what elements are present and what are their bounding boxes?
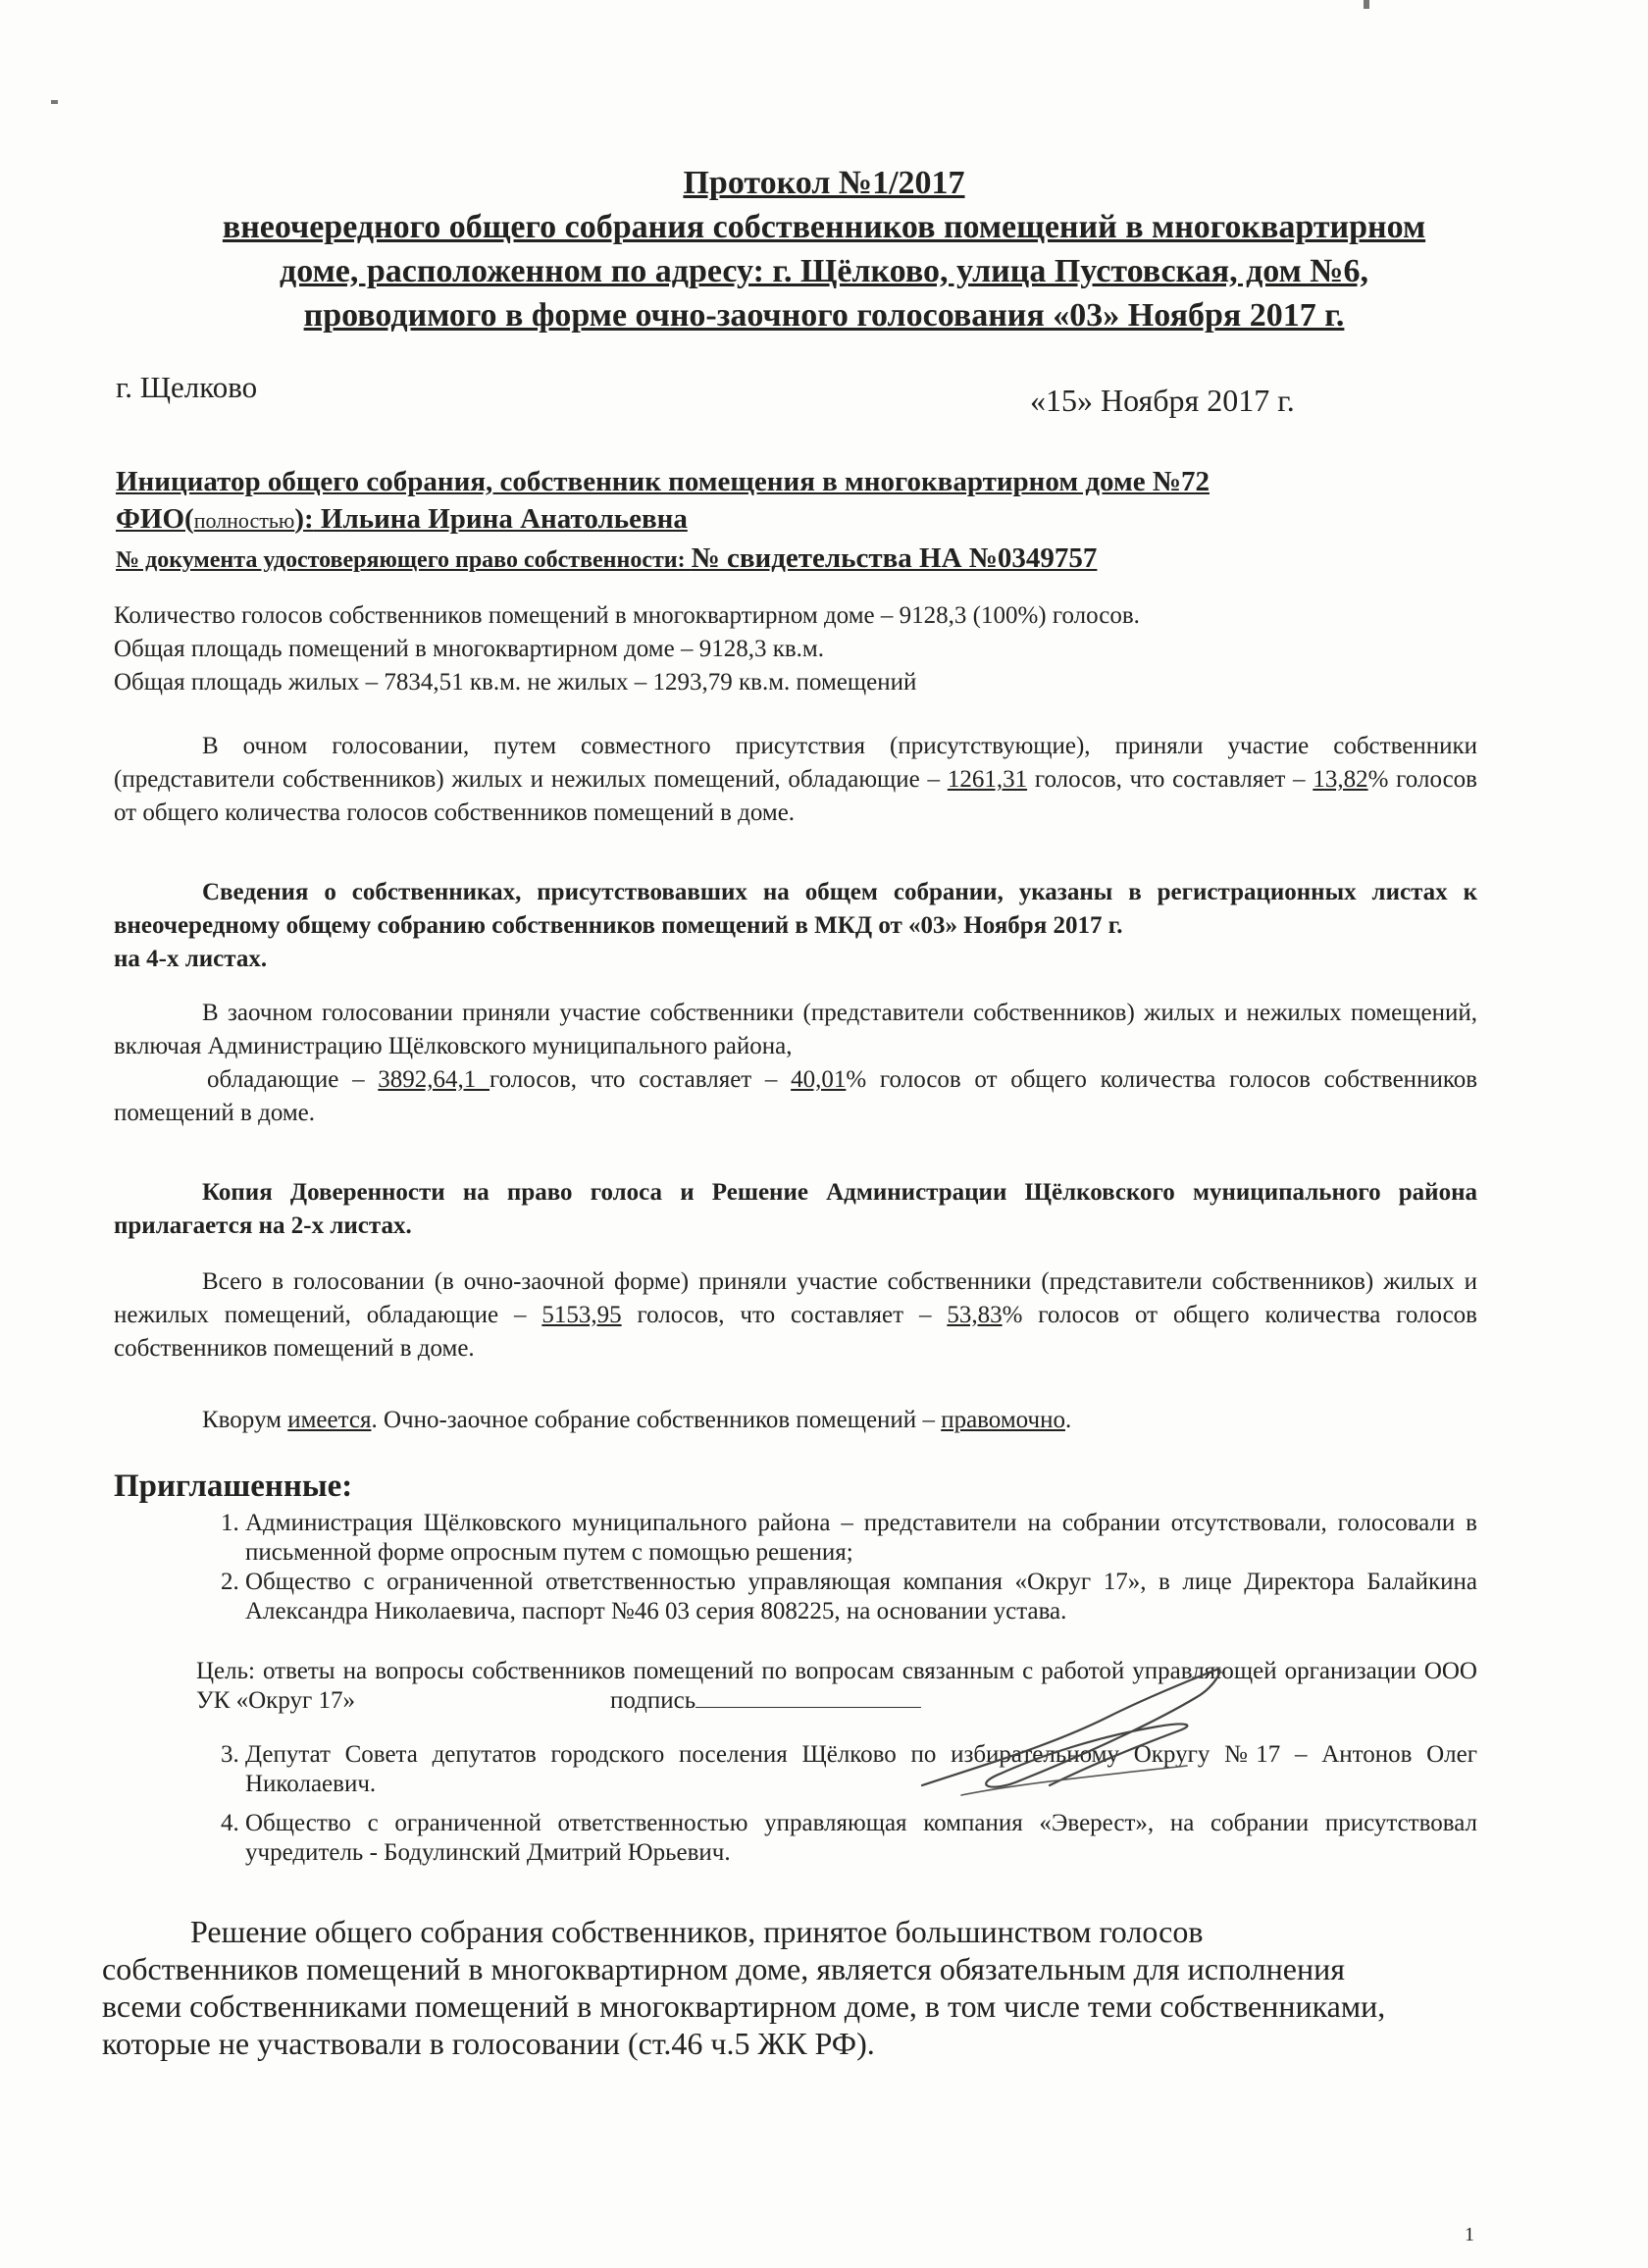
text: % голосов от общего количества голосов собственников помещений в доме. [114, 1302, 1477, 1362]
registration-sheets-paragraph [114, 876, 1477, 976]
absentee-votes: 3892,64,1 [378, 1066, 489, 1093]
invited-list [196, 1509, 1477, 1626]
text: % голосов от общего количества голосов собственников помещений в доме. [114, 1066, 1478, 1126]
scan-artifact-mark [1364, 0, 1369, 9]
page-number: 1 [1465, 2224, 1474, 2245]
total-voting-paragraph [114, 1265, 1477, 1366]
quorum-paragraph [114, 1404, 1477, 1437]
goal-text: Цель: ответы на вопросы собственников помещений по вопросам связанным с работой управляющей организации ООО УК «Округ 17» [196, 1658, 1477, 1714]
meeting-validity: правомочно [941, 1407, 1065, 1433]
invited-item: 4. Общество с ограниченной ответственностью управляющая компания «Эверест», на собрании присутствовал учредитель - Бодулинский Дмитрий Юрьевич. [245, 1809, 1477, 1868]
text: голосов, что составляет – [1027, 766, 1313, 793]
total-percent: 53,83 [947, 1302, 1003, 1328]
absentee-voting-paragraph [114, 997, 1477, 1130]
absentee-percent: 40,01 [791, 1066, 847, 1093]
handwritten-signature [902, 1658, 1236, 1805]
in-person-voting-paragraph [114, 730, 1477, 830]
document-date: «15» Ноября 2017 г. [1030, 383, 1295, 418]
title-line: внеочередного общего собрания собственников помещений в многоквартирном [222, 209, 1426, 245]
fio-label-end: ): [294, 503, 314, 535]
fio-label: ФИО( [116, 503, 194, 535]
text: Решение общего собрания собственников, принятое большинством голосов собственников помещений в многоквартирном доме, является обязательным для исполнения всеми собственниками помещений в многоквартирном доме, в том числе теми собственниками, которые не участвовали в голосовании (ст.46 ч.5 ЖК РФ). [102, 1914, 1386, 2061]
text: голосов, что составляет – [621, 1302, 948, 1328]
meeting-goal [196, 1657, 1477, 1716]
title-line: проводимого в форме очно-заочного голосования «03» Ноября 2017 г. [303, 297, 1345, 334]
text: обладающие – [207, 1066, 379, 1093]
text: . Очно-заочное собрание собственников помещений – [371, 1407, 942, 1433]
signature-label: подпись [610, 1687, 696, 1714]
text: Всего в голосовании (в очно-заочной форме) приняли участие собственники (представители собственников) жилых и нежилых помещений, обладающие – [114, 1268, 1477, 1328]
doc-label: № документа удостоверяющего право собственности: [116, 547, 692, 573]
invited-item: 1. Администрация Щёлковского муниципального района – представители на собрании отсутствовали, голосовали в письменной форме опросным путем с помощью решения; [245, 1509, 1477, 1568]
initiator-block [116, 463, 1479, 579]
initiator-line: Инициатор общего собрания, собственник помещения в многоквартирном доме №72 [116, 466, 1210, 497]
protocol-title [78, 161, 1570, 337]
initiator-fio [116, 500, 1479, 540]
text: % голосов от общего количества голосов собственников помещений в доме. [114, 766, 1477, 826]
invited-item: 2. Общество с ограниченной ответственностью управляющая компания «Округ 17», в лице Директора Балайкина Александра Николаевича, паспорт №46 03 серия 808225, на основании устава. [245, 1568, 1477, 1626]
ownership-document [116, 540, 1479, 579]
text: . [1064, 1407, 1072, 1433]
scan-artifact-mark [51, 100, 58, 104]
title-line: Протокол №1/2017 [683, 165, 965, 201]
sheets-count: на 4-х листах. [114, 946, 268, 972]
text: голосов, что составляет – [489, 1066, 792, 1093]
fio-name: Ильина Ирина Анатольевна [313, 503, 688, 535]
text: Кворум [202, 1407, 288, 1433]
fio-small-label: полностью [193, 508, 295, 533]
text: Сведения о собственниках, присутствовавших на общем собрании, указаны в регистрационных листах к внеочередному общему собранию собственников помещений в МКД от «03» Ноября 2017 г. [114, 879, 1477, 939]
stat-area-total: Общая площадь помещений в многоквартирном доме – 9128,3 кв.м. [114, 636, 824, 662]
city: г. Щелково [116, 370, 258, 404]
in-person-percent: 13,82 [1313, 766, 1368, 793]
signature-line [695, 1707, 921, 1708]
invited-heading: Приглашенные: [114, 1469, 353, 1504]
doc-value: № свидетельства НА №0349757 [691, 542, 1098, 574]
in-person-votes: 1261,31 [947, 766, 1028, 793]
invited-list-continued [196, 1740, 1477, 1868]
power-of-attorney-paragraph [114, 1176, 1477, 1243]
invited-item: 3. Депутат Совета депутатов городского поселения Щёлково по избирательному Округу №17 – Антонов Олег Николаевич. [245, 1740, 1477, 1799]
building-stats [114, 599, 1487, 699]
total-votes: 5153,95 [541, 1302, 622, 1328]
text: В заочном голосовании приняли участие собственники (представители собственников) жилых и нежилых помещений, включая Администрацию Щёлковского муниципального района, [114, 1000, 1477, 1059]
stat-votes: Количество голосов собственников помещений в многоквартирном доме – 9128,3 (100%) голосов. [114, 602, 1140, 629]
decision-statement [102, 1913, 1407, 2062]
text: В очном голосовании, путем совместного присутствия (присутствующие), приняли участие собственники (представители собственников) жилых и нежилых помещений, обладающие – [114, 733, 1477, 793]
stat-area-split: Общая площадь жилых – 7834,51 кв.м. не жилых – 1293,79 кв.м. помещений [114, 669, 917, 696]
title-line: доме, расположенном по адресу: г. Щёлково, улица Пустовская, дом №6, [280, 253, 1368, 289]
text: Копия Доверенности на право голоса и Решение Администрации Щёлковского муниципального района прилагается на 2-х листах. [114, 1179, 1477, 1239]
quorum-status: имеется [287, 1407, 372, 1433]
